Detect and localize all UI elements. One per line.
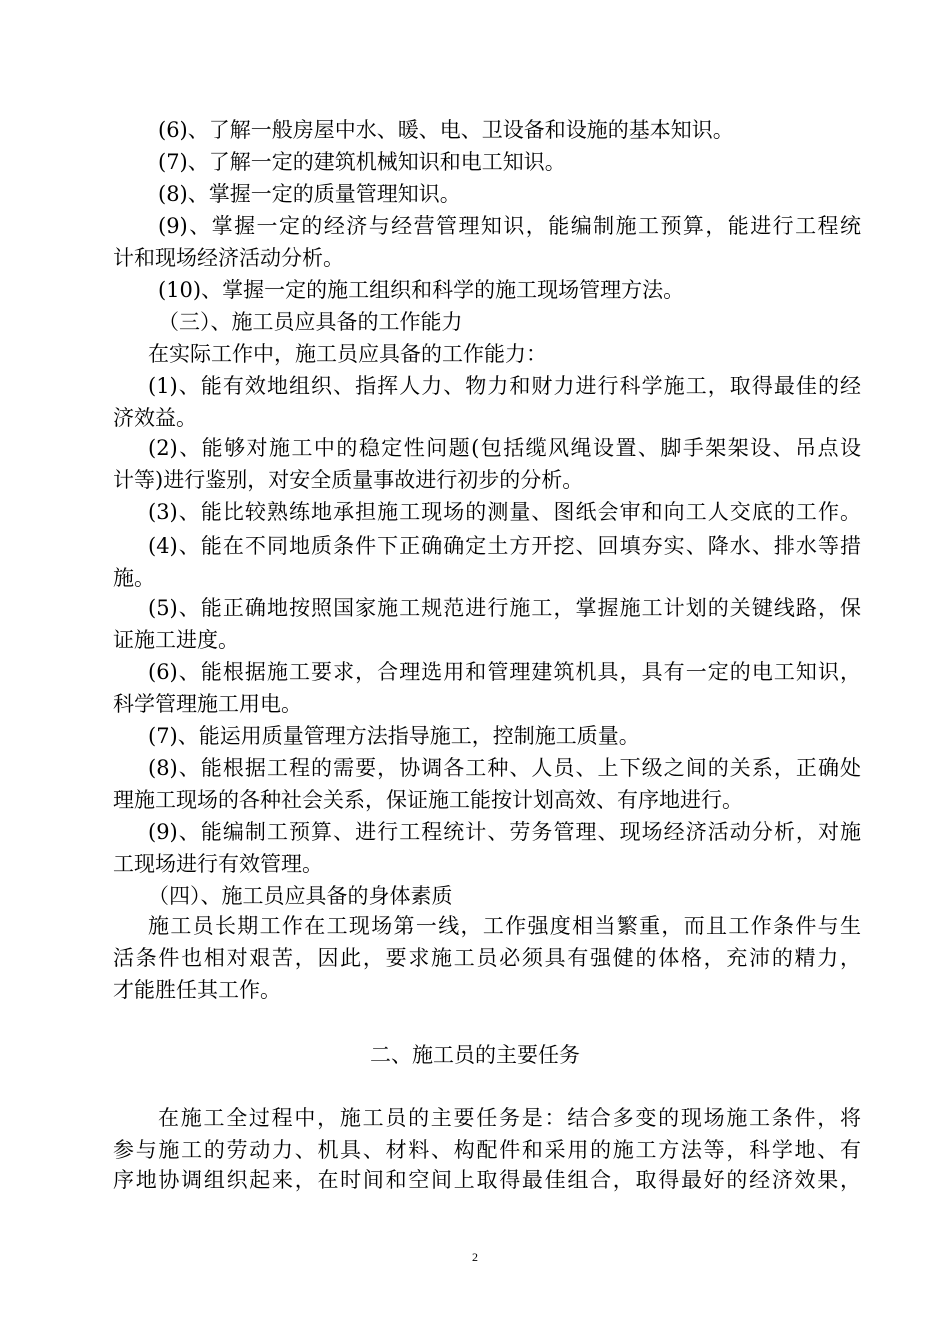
text-line: 活条件也相对艰苦，因此，要求施工员必须具有强健的体格，充沛的精力， bbox=[113, 946, 861, 970]
text-line: 济效益。 bbox=[113, 406, 197, 430]
text-line: 在施工全过程中，施工员的主要任务是：结合多变的现场施工条件，将 bbox=[158, 1106, 861, 1130]
text-line: 参与施工的劳动力、机具、材料、构配件和采用的施工方法等，科学地、有 bbox=[113, 1138, 861, 1162]
text-line: 理施工现场的各种社会关系，保证施工能按计划高效、有序地进行。 bbox=[113, 788, 743, 812]
text-line: (9)、能编制工预算、进行工程统计、劳务管理、现场经济活动分析，对施 bbox=[148, 820, 861, 844]
text-line: (9)、掌握一定的经济与经营管理知识，能编制施工预算，能进行工程统 bbox=[158, 214, 861, 238]
chapter-heading: 二、施工员的主要任务 bbox=[370, 1043, 580, 1067]
text-line: (5)、能正确地按照国家施工规范进行施工，掌握施工计划的关键线路，保 bbox=[148, 596, 861, 620]
text-line: (6)、能根据施工要求，合理选用和管理建筑机具，具有一定的电工知识， bbox=[148, 660, 861, 684]
text-line: 才能胜任其工作。 bbox=[113, 978, 281, 1002]
text-line: (7)、能运用质量管理方法指导施工，控制施工质量。 bbox=[148, 724, 640, 748]
text-line: (10)、掌握一定的施工组织和科学的施工现场管理方法。 bbox=[158, 278, 685, 302]
text-line: 施工员长期工作在工现场第一线，工作强度相当繁重，而且工作条件与生 bbox=[148, 914, 861, 938]
text-line: (7)、了解一定的建筑机械知识和电工知识。 bbox=[158, 150, 566, 174]
text-line: (2)、能够对施工中的稳定性问题(包括缆风绳设置、脚手架架设、吊点设 bbox=[148, 436, 861, 460]
text-line: 计等)进行鉴别，对安全质量事故进行初步的分析。 bbox=[113, 468, 584, 492]
text-line: 计和现场经济活动分析。 bbox=[113, 246, 344, 270]
text-line: (8)、能根据工程的需要，协调各工种、人员、上下级之间的关系，正确处 bbox=[148, 756, 861, 780]
text-line: 工现场进行有效管理。 bbox=[113, 852, 323, 876]
section-heading: （三）、施工员应具备的工作能力 bbox=[158, 310, 463, 334]
text-line: (1)、能有效地组织、指挥人力、物力和财力进行科学施工，取得最佳的经 bbox=[148, 374, 861, 398]
text-line: (4)、能在不同地质条件下正确确定土方开挖、回填夯实、降水、排水等措 bbox=[148, 534, 861, 558]
text-line: 序地协调组织起来，在时间和空间上取得最佳组合，取得最好的经济效果， bbox=[113, 1168, 861, 1192]
text-line: 证施工进度。 bbox=[113, 628, 239, 652]
page-number: 2 bbox=[472, 1250, 478, 1264]
text-line: (8)、掌握一定的质量管理知识。 bbox=[158, 182, 461, 206]
text-line: 科学管理施工用电。 bbox=[113, 692, 302, 716]
section-heading: （四）、施工员应具备的身体素质 bbox=[148, 884, 453, 908]
text-line: (3)、能比较熟练地承担施工现场的测量、图纸会审和向工人交底的工作。 bbox=[148, 500, 861, 524]
text-line: 在实际工作中，施工员应具备的工作能力： bbox=[148, 342, 547, 366]
text-line: (6)、了解一般房屋中水、暖、电、卫设备和设施的基本知识。 bbox=[158, 118, 734, 142]
text-line: 施。 bbox=[113, 566, 155, 590]
